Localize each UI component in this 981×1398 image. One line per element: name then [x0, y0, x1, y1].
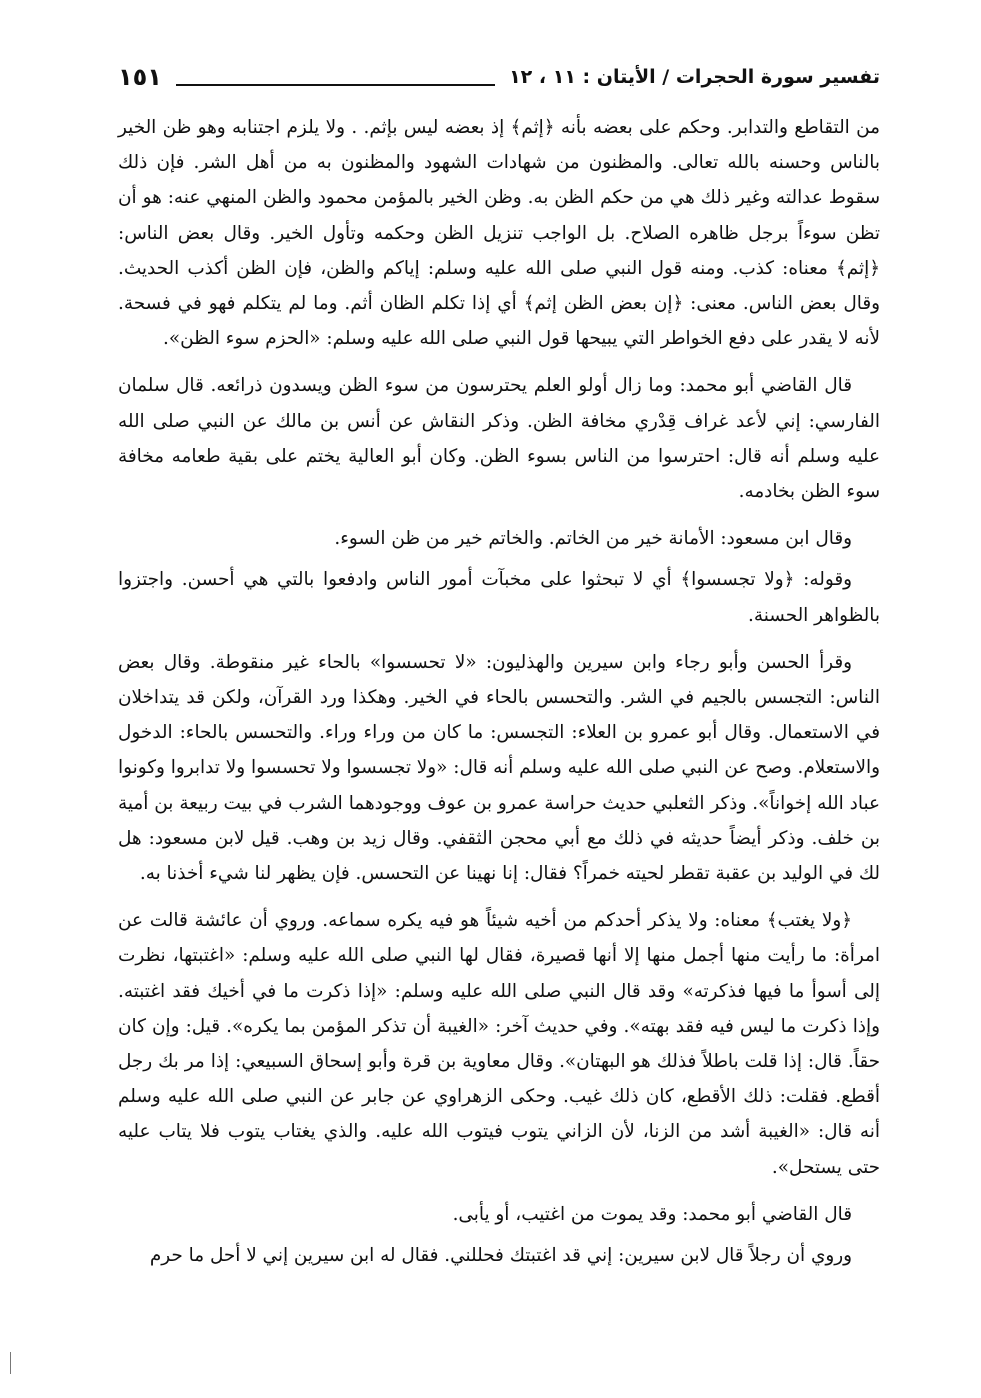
paragraph: وقال ابن مسعود: الأمانة خير من الخاتم. والخاتم خير من ظن السوء. [334, 528, 852, 550]
paragraph: قال القاضي أبو محمد: وقد يموت من اغتيب، أو يأبى. [452, 1203, 852, 1225]
paragraph: وقرأ الحسن وأبو رجاء وابن سيرين والهذليون: «لا تحسسوا» بالحاء غير منقوطة. وقال بعض الناس: التجسس بالجيم في الشر. والتحسس بالحاء في الخير. وهكذا ورد القرآن، ولكن قد يتداخلان في الاستعمال. وقال أبو عمرو بن العلاء: التجسس: ما كان من وراء وراء. والتحسس بالحاء: الدخول والاستعلام. وصح عن النبي صلى الله عليه وسلم أنه قال: «ولا تجسسوا ولا تحسسوا ولا تدابروا وكونوا عباد الله إخواناً». وذكر الثعلبي حديث حراسة عمرو بن عوف ووجودهما الشرب في بيت ربيعة بن أمية بن خلف. وذكر أيضاً حديثه في ذلك مع أبي محجن الثقفي. وقال زيد بن وهب. قيل لابن مسعود: هل لك في الوليد بن عقبة تقطر لحيته خمراً؟ فقال: إنا نهينا عن التحسس. فإن يظهر لنا شيء أخذنا به. [118, 651, 880, 885]
header-rule [176, 84, 495, 86]
scan-margin-mark [10, 1352, 11, 1374]
paragraph: وروي أن رجلاً قال لابن سيرين: إني قد اغتبتك فحللني. فقال له ابن سيرين إني لا أحل ما حرم [149, 1245, 852, 1267]
body-text [118, 110, 880, 1285]
paragraph: من التقاطع والتدابر. وحكم على بعضه بأنه ﴿إثم﴾ إذ بعضه ليس بإثم. . ولا يلزم اجتنابه وهو ظن الخير بالناس وحسنه بالله تعالى. والمظنون من شهادات الشهود والمظنون به من أهل الشر. فإن ذلك سقوط عدالته وغير ذلك هي من حكم الظن به. وظن الخير بالمؤمن محمود والظن المنهي عنه: هو أن تظن سوءاً برجل ظاهره الصلاح. بل الواجب تنزيل الظن وحكمه وتأول الخير. وقال بعض الناس: ﴿إثم﴾ معناه: كذب. ومنه قول النبي صلى الله عليه وسلم: إياكم والظن، فإن الظن أكذب الحديث. وقال بعض الناس. معنى: ﴿إن بعض الظن إثم﴾ أي إذا تكلم الظان أثم. وما لم يتكلم فهو في فسحة. لأنه لا يقدر على دفع الخواطر التي يبيحها قول النبي صلى الله عليه وسلم: «الحزم سوء الظن». [118, 117, 880, 350]
paragraph: ﴿ولا يغتب﴾ معناه: ولا يذكر أحدكم من أخيه شيئاً هو فيه يكره سماعه. وروي أن عائشة قالت عن امرأة: ما رأيت منها أجمل منها إلا أنها قصيرة، فقال لها النبي صلى الله عليه وسلم: «اغتبتها، نظرت إلى أسوأ ما فيها فذكرته» وقد قال النبي صلى الله عليه وسلم: «إذا ذكرت ما في أخيك فقد اغتبته. وإذا ذكرت ما ليس فيه فقد بهته». وفي حديث آخر: «الغيبة أن تذكر المؤمن بما يكره». قيل: وإن كان حقاً. قال: إذا قلت باطلاً فذلك هو البهتان». وقال معاوية بن قرة وأبو إسحاق السبيعي: إذا مر بك رجل أقطع. فقلت: ذلك الأقطع، كان ذلك غيب. وحكى الزهراوي عن جابر عن النبي صلى الله عليه وسلم أنه قال: «الغيبة أشد من الزنا، لأن الزاني يتوب فيتوب الله عليه. والذي يغتاب يتوب فلا يتاب عليه حتى يستحل». [118, 910, 880, 1178]
running-header [118, 60, 880, 94]
paragraph: قال القاضي أبو محمد: وما زال أولو العلم يحترسون من سوء الظن ويسدون ذرائعه. قال سلمان الفارسي: إني لأعد غراف قِدْري مخافة الظن. وذكر النقاش عن أنس بن مالك عن النبي صلى الله عليه وسلم أنه قال: احترسوا من الناس بسوء الظن. وكان أبو العالية يختم على بقية طعامه مخافة سوء الظن بخادمه. [118, 375, 880, 503]
paragraph: وقوله: ﴿ولا تجسسوا﴾ أي لا تبحثوا على مخبآت أمور الناس وادفعوا بالتي هي أحسن. واجتزوا بالظواهر الحسنة. [118, 569, 880, 626]
page-number: ١٥١ [118, 63, 162, 91]
header-title: تفسير سورة الحجرات / الأيتان : ١١ ، ١٢ [509, 66, 880, 88]
